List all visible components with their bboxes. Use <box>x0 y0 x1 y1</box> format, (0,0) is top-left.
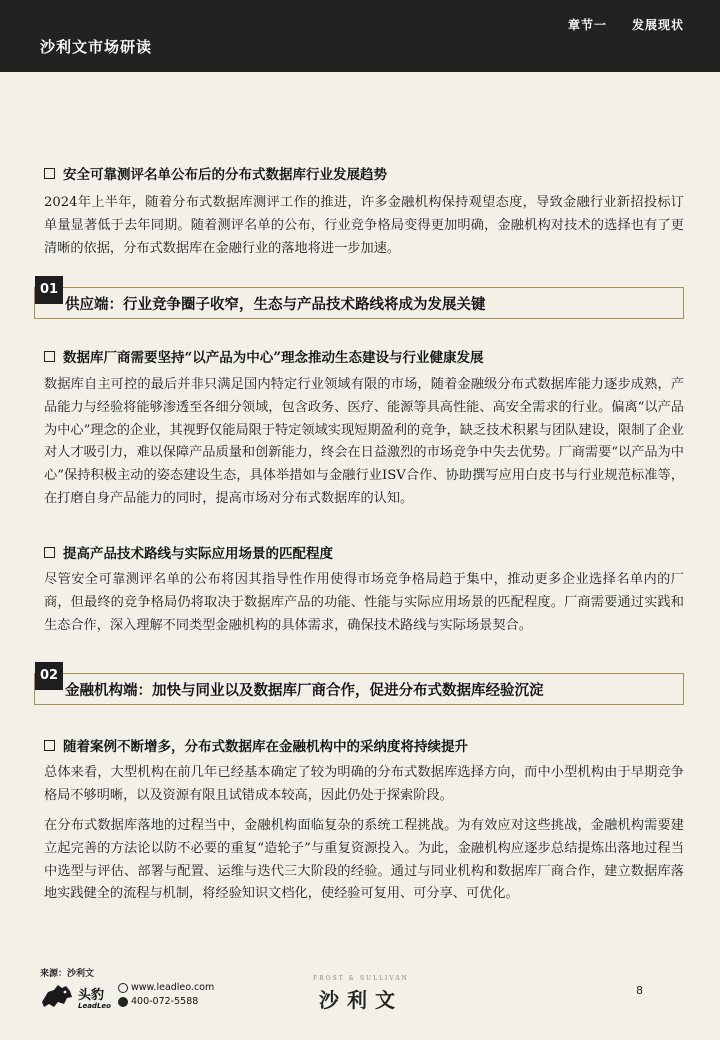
frost-sullivan-wordmark: FROST & SULLIVAN <box>313 975 409 982</box>
logo-sub: LeadLeo <box>78 1002 111 1010</box>
checkbox-square-icon <box>44 547 55 558</box>
checkbox-square-icon <box>44 168 55 179</box>
globe-icon <box>118 983 128 993</box>
page-number: 8 <box>636 984 643 997</box>
paragraph-adoption-2: 在分布式数据库落地的过程当中，金融机构面临复杂的系统工程挑战。为有效应对这些挑战，金融机构需要建立起完善的方法论以防不必要的重复“造轮子”与重复资源投入。为此，金融机构应逐步总结提炼出落地过程当中选型与评估、部署与配置、运维与迭代三大阶段的经验。通过与同业机构和数据库厂商合作，建立数据库落地实践健全的流程与机制，将经验知识文档化，使经验可复用、可分享、可优化。 <box>44 818 684 902</box>
footer-website: www.leadleo.com <box>131 982 215 993</box>
section-number: 01 <box>35 276 63 304</box>
sub-heading-trend <box>44 163 387 183</box>
paragraph-trend: 2024年上半年，随着分布式数据库测评工作的推进，许多金融机构保持观望态度，导致金融行业新招投标订单量显著低于去年同期。随着测评名单的公布，行业竞争格局变得更加明确，金融机构对技术的选择也有了更清晰的依据，分布式数据库在金融行业的落地将进一步加速。 <box>44 195 684 256</box>
checkbox-square-icon <box>44 351 55 362</box>
sub-heading-text: 提高产品技术路线与实际应用场景的匹配程度 <box>63 546 333 562</box>
sub-heading-text: 安全可靠测评名单公布后的分布式数据库行业发展趋势 <box>63 167 387 183</box>
section-title: 金融机构端：加快与同业以及数据库厂商合作，促进分布式数据库经验沉淀 <box>65 682 544 699</box>
header-brand-title: 沙利文市场研读 <box>40 38 153 56</box>
phone-icon <box>118 997 128 1007</box>
paragraph-product-centric: 数据库自主可控的最后并非只满足国内特定行业领域有限的市场，随着金融级分布式数据库能力逐步成熟，产品能力与经验将能够渗透至各细分领域，包含政务、医疗、能源等具高性能、高安全需求的行业。偏离“以产品为中心”理念的企业，其视野仅能局限于特定领域实现短期盈利的竞争，缺乏技术积累与团队建设，限制了企业对人才吸引力，难以保障产品质量和创新能力，终会在日益激烈的市场竞争中失去优势。厂商需要“以产品为中心”保持积极主动的姿态建设生态，具体举措如与金融行业ISV合作、协助撰写应用白皮书与行业规范标准等，在打磨自身产品能力的同时，提高市场对分布式数据库的认知。 <box>44 377 684 506</box>
leopard-icon <box>40 982 74 1010</box>
footer-phone: 400-072-5588 <box>131 996 199 1007</box>
paragraph-adoption-1: 总体来看，大型机构在前几年已经基本确定了较为明确的分布式数据库选择方向，而中小型机构由于早期竞争格局不够明晰，以及资源有限且试错成本较高，因此仍处于探索阶段。 <box>44 765 684 803</box>
leadleo-logo <box>40 982 220 1012</box>
page-header <box>0 0 720 72</box>
sullivan-cn-logo: 沙利文 <box>319 988 403 1012</box>
section-banner-supply <box>34 282 684 319</box>
section-banner-financial <box>34 668 684 705</box>
sub-heading-text: 数据库厂商需要坚持“以产品为中心”理念推动生态建设与行业健康发展 <box>63 350 484 366</box>
logo-name: 头豹 <box>78 988 105 1003</box>
checkbox-square-icon <box>44 740 55 751</box>
sub-heading-product-centric <box>44 346 484 366</box>
sub-heading-adoption <box>44 735 468 755</box>
header-chapter-label: 章节一 <box>568 18 608 32</box>
sub-heading-text: 随着案例不断增多，分布式数据库在金融机构中的采纳度将持续提升 <box>63 739 468 755</box>
section-number: 02 <box>35 662 63 690</box>
sub-heading-tech-route <box>44 542 333 562</box>
header-section-label: 发展现状 <box>632 18 685 32</box>
paragraph-tech-route: 尽管安全可靠测评名单的公布将因其指导性作用使得市场竞争格局趋于集中，推动更多企业选择名单内的厂商，但最终的竞争格局仍将取决于数据库产品的功能、性能与实际应用场景的匹配程度。厂商需要通过实践和生态合作，深入理解不同类型金融机构的具体需求，确保技术路线与实际场景契合。 <box>44 572 684 633</box>
footer-source: 来源：沙利文 <box>40 969 95 979</box>
section-title: 供应端：行业竞争圈子收窄，生态与产品技术路线将成为发展关键 <box>65 296 486 313</box>
